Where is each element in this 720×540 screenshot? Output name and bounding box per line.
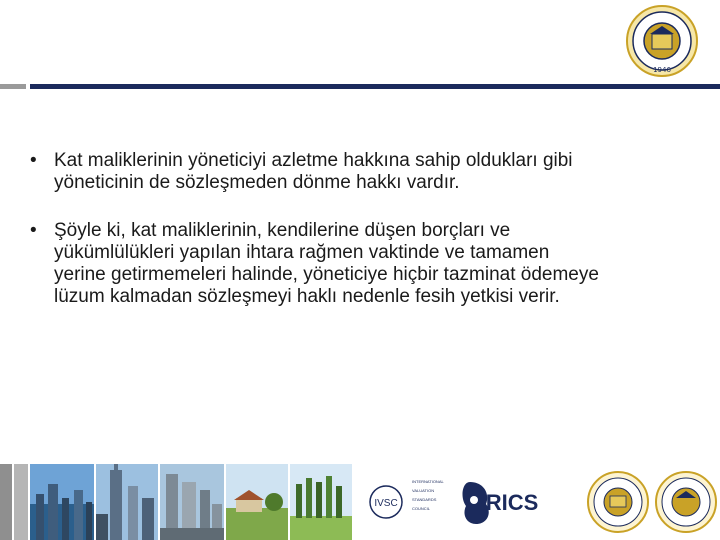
rics-label: RICS — [485, 490, 539, 515]
ivsc-subtitle-line: COUNCIL — [412, 506, 431, 511]
ankara-university-small-logo-icon — [656, 472, 716, 532]
ivsc-subtitle-line: VALUATION — [412, 488, 435, 493]
bullet-marker: • — [30, 220, 37, 241]
ivsc-subtitle-line: STANDARDS — [412, 497, 437, 502]
bullet-line: yöneticinin de sözleşmeden dönme hakkı vardır. — [54, 172, 460, 193]
ivsc-label: IVSC — [374, 498, 398, 509]
skyscraper-photo — [96, 464, 158, 540]
bullet-line: Şöyle ki, kat maliklerinin, kendilerine düşen borçları ve — [54, 220, 511, 241]
bullet-marker: • — [30, 150, 37, 171]
university-seal-icon — [588, 472, 648, 532]
modern-towers-photo — [160, 464, 224, 540]
ivsc-logo-icon — [370, 479, 444, 518]
footer-gray-strip — [0, 464, 12, 540]
bullet-item — [30, 220, 700, 308]
ivsc-subtitle-line: INTERNATIONAL — [412, 479, 444, 484]
ankara-university-logo-icon — [625, 4, 699, 78]
bullet-line: yerine getirmemeleri halinde, yöneticiye hiçbir tazminat ödemeye — [54, 264, 599, 285]
bullet-text — [54, 220, 700, 308]
bullet-item — [30, 150, 700, 194]
forest-photo — [290, 464, 352, 540]
rics-logo-icon — [463, 482, 539, 524]
bullet-text — [54, 150, 700, 194]
bullet-line: Kat maliklerinin yöneticiyi azletme hakkına sahip oldukları gibi — [54, 150, 573, 171]
countryside-photo — [226, 464, 288, 540]
bullet-line: yükümlülükleri yapılan ihtara rağmen vaktinde ve tamamen — [54, 242, 550, 263]
city-skyline-photo — [30, 464, 94, 540]
footer-gray-strip — [14, 464, 28, 540]
footer-logos — [360, 464, 720, 540]
header-rule-gray — [0, 84, 26, 89]
bullet-list — [30, 150, 700, 334]
bullet-line: lüzum kalmadan sözleşmeyi haklı nedenle fesih yetkisi verir. — [54, 286, 560, 307]
ankara-year-text: 1946 — [653, 66, 671, 74]
header-rule-navy — [30, 84, 720, 89]
